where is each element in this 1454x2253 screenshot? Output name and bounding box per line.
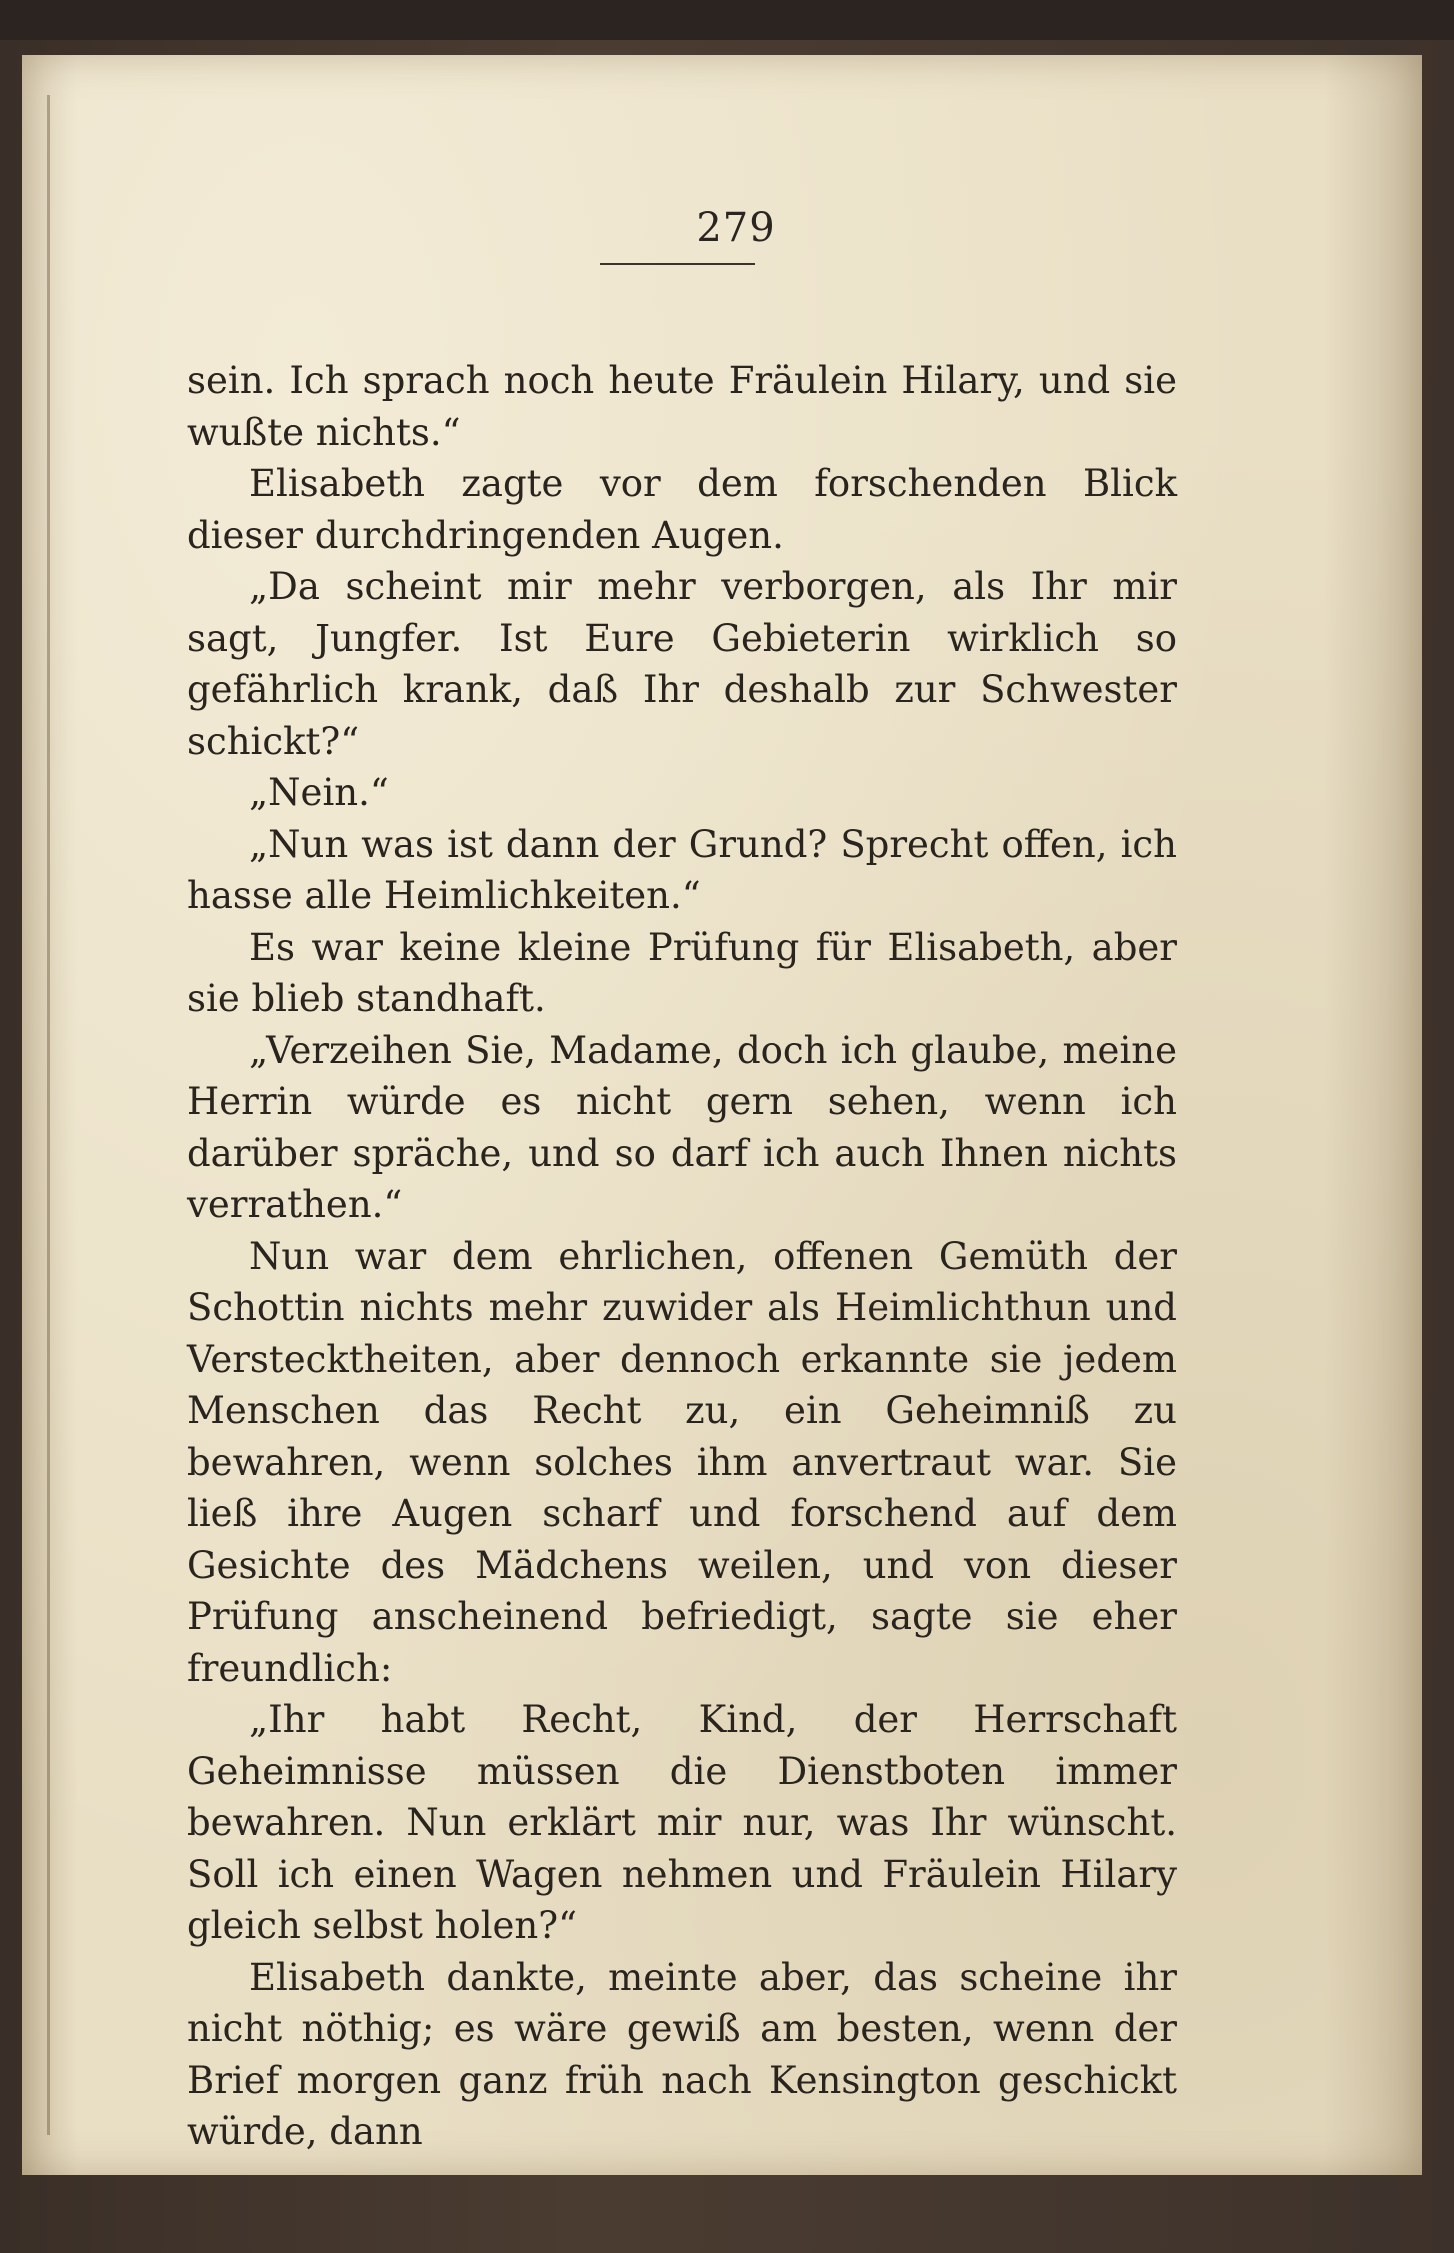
paragraph: „Verzeihen Sie, Madame, doch ich glaube, meine Herrin würde es nicht gern sehen, wenn ich darüber spräche, und so darf ich auch Ihnen nichts verrathen.“ <box>187 1028 1177 1226</box>
paragraph: Elisabeth zagte vor dem forschenden Blick dieser durchdringenden Augen. <box>187 462 1177 557</box>
paragraph: „Ihr habt Recht, Kind, der Herrschaft Geheimnisse müssen die Dienstboten immer bewahren. Nun erklärt mir nur, was Ihr wünscht. Soll ich einen Wagen nehmen und Fräulein Hilary gleich selbst holen?“ <box>187 1698 1177 1947</box>
header-rule <box>600 263 755 265</box>
paper-page <box>22 55 1422 2175</box>
paragraph: Elisabeth dankte, meinte aber, das scheine ihr nicht nöthig; es wäre gewiß am besten, wenn der Brief morgen ganz früh nach Kensington geschickt würde, dann <box>187 1955 1177 2153</box>
gutter-shadow <box>47 95 50 2135</box>
paragraph: sein. Ich sprach noch heute Fräulein Hilary, und sie wußte nichts.“ <box>187 359 1177 454</box>
paragraph: „Nun was ist dann der Grund? Sprecht offen, ich hasse alle Heimlichkeiten.“ <box>187 822 1177 917</box>
paragraph: Nun war dem ehrlichen, offenen Gemüth der Schottin nichts mehr zuwider als Heimlichthun und Verstecktheiten, aber dennoch erkannte sie jedem Menschen das Recht zu, ein Geheimniß zu bewahren, wenn solches ihm anvertraut war. Sie ließ ihre Augen scharf und forschend auf dem Gesichte des Mädchens weilen, und von dieser Prüfung anscheinend befriedigt, sagte sie eher freundlich: <box>187 1234 1177 1690</box>
page-number: 279 <box>696 205 776 251</box>
body-text <box>187 355 1177 2158</box>
paragraph: „Nein.“ <box>249 771 389 814</box>
paragraph: „Da scheint mir mehr verborgen, als Ihr mir sagt, Jungfer. Ist Eure Gebieterin wirklich so gefährlich krank, daß Ihr deshalb zur Schwester schickt?“ <box>187 565 1177 763</box>
paragraph: Es war keine kleine Prüfung für Elisabeth, aber sie blieb standhaft. <box>187 925 1177 1020</box>
